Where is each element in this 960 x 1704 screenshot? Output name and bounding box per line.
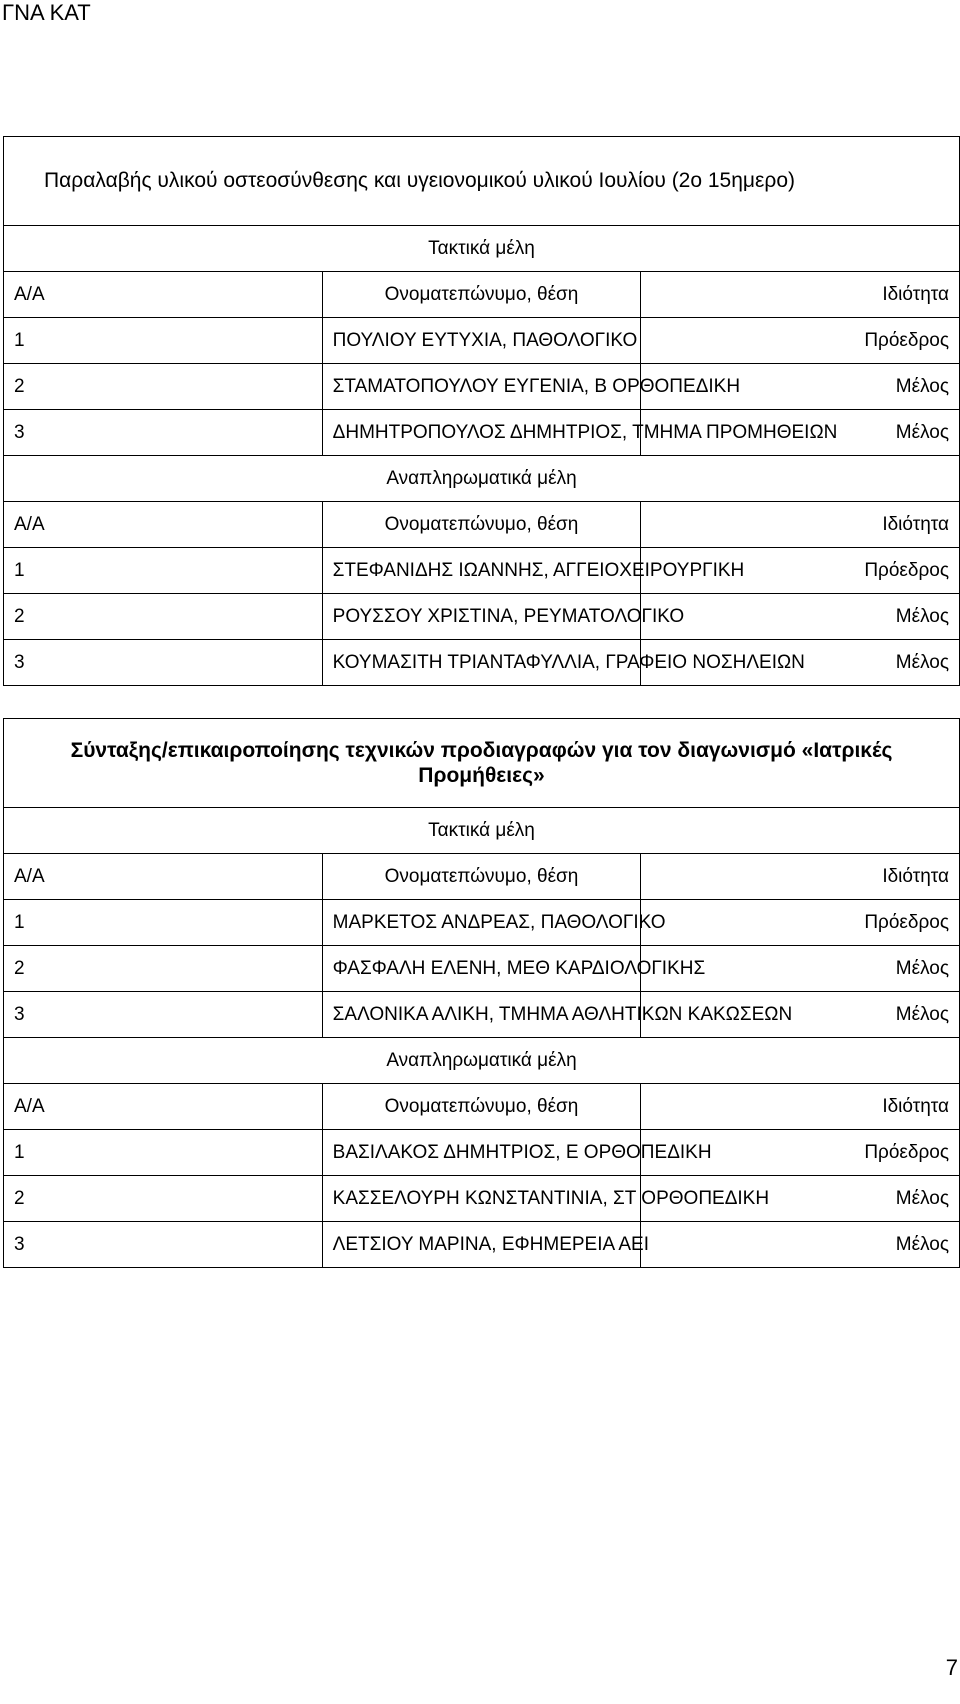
- member-no: 3: [4, 640, 323, 686]
- member-name: ΠΟΥΛΙΟΥ ΕΥΤΥΧΙΑ, ΠΑΘΟΛΟΓΙΚΟ: [322, 318, 641, 364]
- column-header-name: Ονοματεπώνυμο, θέση: [322, 502, 641, 548]
- member-no: 2: [4, 1176, 323, 1222]
- table-row: [4, 946, 960, 992]
- member-name: ΛΕΤΣΙΟΥ ΜΑΡΙΝΑ, ΕΦΗΜΕΡΕΙΑ ΑΕΙ: [322, 1222, 641, 1268]
- table-row: [4, 640, 960, 686]
- column-header-row: [4, 272, 960, 318]
- member-name: ΣΤΕΦΑΝΙΔΗΣ ΙΩΑΝΝΗΣ, ΑΓΓΕΙΟΧΕΙΡΟΥΡΓΙΚΗ: [322, 548, 641, 594]
- column-header-no: Α/Α: [4, 854, 323, 900]
- table-row: [4, 992, 960, 1038]
- member-no: 1: [4, 318, 323, 364]
- member-name: ΣΤΑΜΑΤΟΠΟΥΛΟΥ ΕΥΓΕΝΙΑ, Β ΟΡΘΟΠΕΔΙΚΗ: [322, 364, 641, 410]
- column-header-row: [4, 1084, 960, 1130]
- column-header-row: [4, 502, 960, 548]
- member-no: 2: [4, 594, 323, 640]
- member-name: ΦΑΣΦΑΛΗ ΕΛΕΝΗ, ΜΕΘ ΚΑΡΔΙΟΛΟΓΙΚΗΣ: [322, 946, 641, 992]
- column-header-no: Α/Α: [4, 272, 323, 318]
- regular-members-label: Τακτικά μέλη: [4, 808, 960, 854]
- column-header-row: [4, 854, 960, 900]
- committee-table: [3, 718, 960, 1268]
- member-role: Μέλος: [641, 946, 960, 992]
- member-role: Μέλος: [641, 1222, 960, 1268]
- member-no: 1: [4, 900, 323, 946]
- member-no: 3: [4, 1222, 323, 1268]
- member-no: 2: [4, 364, 323, 410]
- column-header-name: Ονοματεπώνυμο, θέση: [322, 1084, 641, 1130]
- committee-title: Σύνταξης/επικαιροποίησης τεχνικών προδιαγραφών για τον διαγωνισμό «Ιατρικές Προμήθειες»: [4, 719, 960, 808]
- member-no: 3: [4, 410, 323, 456]
- member-name: ΒΑΣΙΛΑΚΟΣ ΔΗΜΗΤΡΙΟΣ, Ε ΟΡΘΟΠΕΔΙΚΗ: [322, 1130, 641, 1176]
- table-row: [4, 548, 960, 594]
- member-role: Πρόεδρος: [641, 548, 960, 594]
- column-header-name: Ονοματεπώνυμο, θέση: [322, 854, 641, 900]
- member-role: Μέλος: [641, 640, 960, 686]
- table-row: [4, 1130, 960, 1176]
- table-row: [4, 594, 960, 640]
- member-role: Πρόεδρος: [641, 1130, 960, 1176]
- table-row: [4, 318, 960, 364]
- member-role: Μέλος: [641, 1176, 960, 1222]
- column-header-no: Α/Α: [4, 502, 323, 548]
- alternate-members-label: Αναπληρωματικά μέλη: [4, 456, 960, 502]
- committee-table: [3, 136, 960, 686]
- column-header-role: Ιδιότητα: [641, 854, 960, 900]
- committee-title: Παραλαβής υλικού οστεοσύνθεσης και υγειονομικού υλικού Ιουλίου (2ο 15ημερο): [4, 137, 960, 226]
- column-header-role: Ιδιότητα: [641, 272, 960, 318]
- member-no: 1: [4, 548, 323, 594]
- member-name: ΚΟΥΜΑΣΙΤΗ ΤΡΙΑΝΤΑΦΥΛΛΙΑ, ΓΡΑΦΕΙΟ ΝΟΣΗΛΕΙΩΝ: [322, 640, 641, 686]
- member-role: Πρόεδρος: [641, 318, 960, 364]
- document-header: ΓΝΑ ΚΑΤ: [2, 0, 91, 25]
- regular-members-label: Τακτικά μέλη: [4, 226, 960, 272]
- section-row: [4, 226, 960, 272]
- member-role: Μέλος: [641, 410, 960, 456]
- member-name: ΜΑΡΚΕΤΟΣ ΑΝΔΡΕΑΣ, ΠΑΘΟΛΟΓΙΚΟ: [322, 900, 641, 946]
- member-role: Μέλος: [641, 364, 960, 410]
- table-row: [4, 410, 960, 456]
- member-no: 2: [4, 946, 323, 992]
- member-name: ΣΑΛΟΝΙΚΑ ΑΛΙΚΗ, ΤΜΗΜΑ ΑΘΛΗΤΙΚΩΝ ΚΑΚΩΣΕΩΝ: [322, 992, 641, 1038]
- committee-title-row: [4, 719, 960, 808]
- column-header-role: Ιδιότητα: [641, 1084, 960, 1130]
- table-row: [4, 1176, 960, 1222]
- member-name: ΔΗΜΗΤΡΟΠΟΥΛΟΣ ΔΗΜΗΤΡΙΟΣ, ΤΜΗΜΑ ΠΡΟΜΗΘΕΙΩΝ: [322, 410, 641, 456]
- table-row: [4, 1222, 960, 1268]
- column-header-role: Ιδιότητα: [641, 502, 960, 548]
- member-name: ΡΟΥΣΣΟΥ ΧΡΙΣΤΙΝΑ, ΡΕΥΜΑΤΟΛΟΓΙΚΟ: [322, 594, 641, 640]
- column-header-no: Α/Α: [4, 1084, 323, 1130]
- column-header-name: Ονοματεπώνυμο, θέση: [322, 272, 641, 318]
- table-row: [4, 900, 960, 946]
- member-role: Μέλος: [641, 992, 960, 1038]
- section-row: [4, 456, 960, 502]
- member-role: Μέλος: [641, 594, 960, 640]
- member-name: ΚΑΣΣΕΛΟΥΡΗ ΚΩΝΣΤΑΝΤΙΝΙΑ, ΣΤ ΟΡΘΟΠΕΔΙΚΗ: [322, 1176, 641, 1222]
- table-row: [4, 364, 960, 410]
- section-row: [4, 808, 960, 854]
- committee-title-row: [4, 137, 960, 226]
- member-no: 3: [4, 992, 323, 1038]
- member-role: Πρόεδρος: [641, 900, 960, 946]
- page-number: 7: [945, 1655, 958, 1680]
- section-row: [4, 1038, 960, 1084]
- member-no: 1: [4, 1130, 323, 1176]
- alternate-members-label: Αναπληρωματικά μέλη: [4, 1038, 960, 1084]
